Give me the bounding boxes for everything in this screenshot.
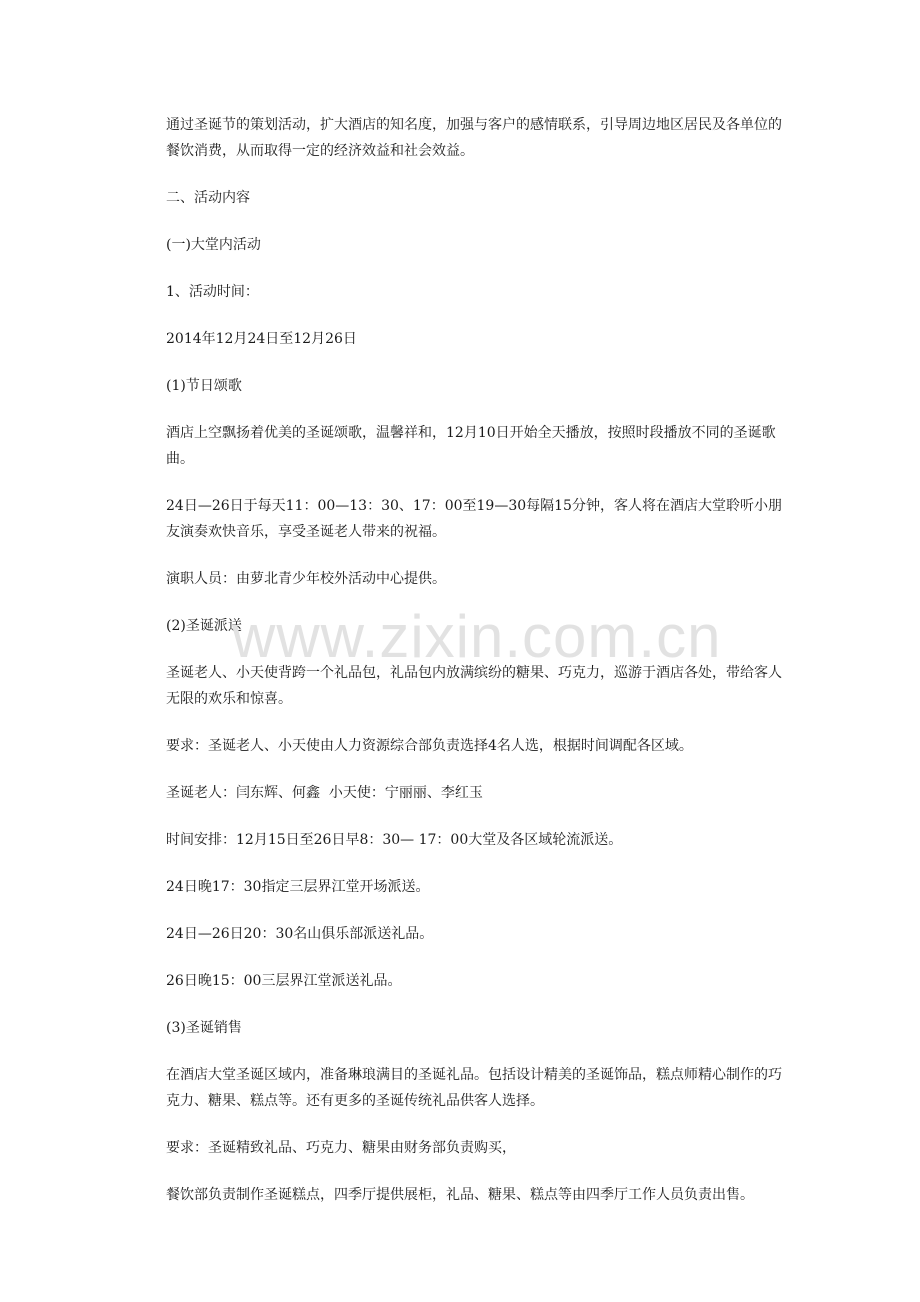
paragraph: 圣诞老人、小天使背跨一个礼品包，礼品包内放满缤纷的糖果、巧克力，巡游于酒店各处，带给客人无限的欢乐和惊喜。 bbox=[166, 665, 782, 707]
paragraph: 酒店上空飘扬着优美的圣诞颂歌，温馨祥和，12月10日开始全天播放，按照时段播放不同的圣诞歌曲。 bbox=[166, 425, 776, 467]
section-heading: 二、活动内容 bbox=[166, 190, 250, 206]
paragraph: 时间安排：12月15日至26日早8：30— 17：00大堂及各区域轮流派送。 bbox=[166, 832, 623, 848]
document-body bbox=[166, 112, 786, 1229]
item-heading: (2)圣诞派送 bbox=[166, 618, 242, 634]
item-heading: (3)圣诞销售 bbox=[166, 1020, 242, 1036]
paragraph: 演职人员：由萝北青少年校外活动中心提供。 bbox=[166, 571, 446, 587]
paragraph: 在酒店大堂圣诞区域内，准备琳琅满目的圣诞礼品。包括设计精美的圣诞饰品，糕点师精心制作的巧克力、糖果、糕点等。还有更多的圣诞传统礼品供客人选择。 bbox=[166, 1067, 782, 1109]
item-heading: 1、活动时间： bbox=[166, 284, 259, 300]
paragraph: 24日晚17：30指定三层界江堂开场派送。 bbox=[166, 879, 430, 895]
date-range: 2014年12月24日至12月26日 bbox=[166, 331, 357, 347]
paragraph: 餐饮部负责制作圣诞糕点，四季厅提供展柜，礼品、糖果、糕点等由四季厅工作人员负责出售。 bbox=[166, 1187, 754, 1203]
paragraph: 要求：圣诞精致礼品、巧克力、糖果由财务部负责购买， bbox=[166, 1140, 516, 1156]
item-heading: (1)节日颂歌 bbox=[166, 378, 242, 394]
paragraph: 24日—26日于每天11：00—13：30、17：00至19—30每隔15分钟，客人将在酒店大堂聆听小朋友演奏欢快音乐，享受圣诞老人带来的祝福。 bbox=[166, 498, 782, 540]
paragraph: 圣诞老人：闫东辉、何鑫 小天使：宁丽丽、李红玉 bbox=[166, 785, 483, 801]
paragraph: 26日晚15：00三层界江堂派送礼品。 bbox=[166, 973, 402, 989]
paragraph: 要求：圣诞老人、小天使由人力资源综合部负责选择4名人选，根据时间调配各区域。 bbox=[166, 738, 693, 754]
paragraph: 24日—26日20：30名山俱乐部派送礼品。 bbox=[166, 926, 434, 942]
subsection-heading: (一)大堂内活动 bbox=[166, 237, 261, 253]
watermark: www.zixin.com.cn bbox=[232, 603, 722, 670]
paragraph: 通过圣诞节的策划活动，扩大酒店的知名度，加强与客户的感情联系，引导周边地区居民及各单位的餐饮消费，从而取得一定的经济效益和社会效益。 bbox=[166, 117, 782, 159]
